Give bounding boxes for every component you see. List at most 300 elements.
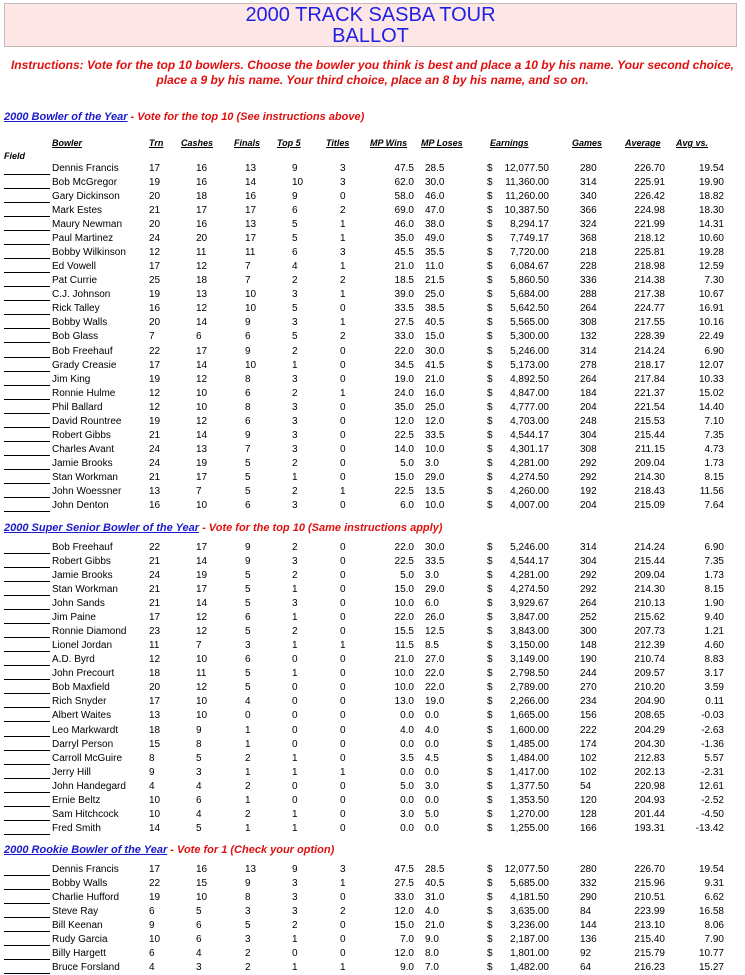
vote-blank[interactable] [4, 216, 50, 217]
games: 288 [580, 289, 597, 301]
titles: 3 [340, 177, 346, 189]
top5: 3 [292, 598, 298, 610]
earnings-currency: $ [487, 443, 493, 455]
bowler-name: Grady Creasie [52, 359, 117, 371]
cashes: 11 [196, 668, 207, 680]
table-row [0, 780, 745, 794]
earnings-currency: $ [487, 429, 493, 441]
column-header-titles: Titles [326, 138, 350, 148]
vote-blank[interactable] [4, 889, 50, 890]
top5: 0 [292, 948, 298, 960]
bowler-name: Ronnie Hulme [52, 387, 116, 399]
earnings-value: 7,749.17 [510, 233, 549, 245]
top5: 1 [292, 471, 298, 483]
finals: 11 [245, 247, 256, 259]
bowler-name: Paul Martinez [52, 233, 114, 245]
games: 304 [580, 556, 597, 568]
bowler-name: Charlie Hufford [52, 892, 120, 904]
mp-wins: 33.0 [394, 331, 414, 343]
mp-loses: 5.0 [425, 808, 439, 820]
average: 215.44 [634, 429, 665, 441]
cashes: 19 [196, 457, 208, 469]
vote-blank[interactable] [4, 314, 50, 315]
vote-blank[interactable] [4, 693, 50, 694]
titles: 1 [340, 387, 346, 399]
top5: 1 [292, 808, 298, 820]
average: 215.44 [634, 556, 665, 568]
avg-vs-field: -1.36 [701, 738, 724, 750]
avg-vs-field: 4.60 [704, 640, 724, 652]
bowler-name: Lionel Jordan [52, 640, 113, 652]
vote-blank[interactable] [4, 736, 50, 737]
trn: 19 [149, 177, 161, 189]
trn: 23 [149, 626, 161, 638]
bowler-name: Steve Ray [52, 906, 99, 918]
earnings-value: 11,260.00 [505, 191, 549, 203]
earnings-value: 1,801.00 [510, 948, 549, 960]
vote-blank[interactable] [4, 945, 50, 946]
table-row [0, 752, 745, 766]
earnings-currency: $ [487, 906, 493, 918]
top5: 3 [292, 499, 298, 511]
titles: 0 [340, 822, 346, 834]
mp-loses: 0.0 [425, 794, 439, 806]
vote-blank[interactable] [4, 357, 50, 358]
bowler-name: John Woessner [52, 485, 122, 497]
mp-loses: 21.5 [425, 275, 445, 287]
cashes: 5 [196, 822, 202, 834]
games: 252 [580, 612, 597, 624]
cashes: 10 [196, 696, 208, 708]
trn: 24 [149, 233, 161, 245]
mp-wins: 22.5 [394, 485, 414, 497]
titles: 0 [340, 724, 346, 736]
table-row [0, 905, 745, 919]
mp-wins: 15.0 [394, 471, 414, 483]
top5: 0 [292, 780, 298, 792]
games: 218 [580, 247, 597, 259]
mp-wins: 3.0 [400, 808, 414, 820]
vote-blank[interactable] [4, 244, 50, 245]
vote-blank[interactable] [4, 581, 50, 582]
average: 201.44 [634, 808, 665, 820]
earnings-currency: $ [487, 640, 493, 652]
top5: 10 [292, 177, 304, 189]
finals: 8 [245, 401, 251, 413]
earnings-currency: $ [487, 177, 493, 189]
vote-blank[interactable] [4, 174, 50, 175]
avg-vs-field: 6.62 [704, 892, 724, 904]
mp-wins: 22.0 [394, 542, 414, 553]
trn: 17 [149, 163, 161, 174]
mp-loses: 38.0 [425, 219, 445, 231]
bowler-name: Rich Snyder [52, 696, 107, 708]
titles: 0 [340, 584, 346, 596]
earnings-currency: $ [487, 219, 493, 231]
bowler-name: Bob McGregor [52, 177, 118, 189]
table-row [0, 330, 745, 344]
mp-loses: 33.5 [425, 429, 445, 441]
earnings-value: 3,635.00 [510, 906, 549, 918]
table-row [0, 162, 745, 176]
earnings-value: 3,149.00 [510, 654, 549, 666]
mp-loses: 33.5 [425, 556, 445, 568]
vote-blank[interactable] [4, 188, 50, 189]
vote-blank[interactable] [4, 637, 50, 638]
trn: 20 [149, 219, 161, 231]
column-header-finals: Finals [234, 138, 261, 148]
trn: 14 [149, 822, 161, 834]
vote-blank[interactable] [4, 778, 50, 779]
top5: 2 [292, 457, 298, 469]
cashes: 4 [196, 780, 202, 792]
average: 209.57 [634, 668, 665, 680]
trn: 20 [149, 191, 161, 203]
titles: 0 [340, 696, 346, 708]
vote-blank[interactable] [4, 272, 50, 273]
average: 223.99 [634, 906, 665, 918]
games: 54 [580, 780, 592, 792]
trn: 21 [149, 429, 161, 441]
earnings-currency: $ [487, 934, 493, 946]
average: 212.83 [634, 752, 665, 764]
trn: 4 [149, 780, 155, 792]
average: 215.62 [634, 612, 665, 624]
vote-blank[interactable] [4, 806, 50, 807]
mp-wins: 3.5 [400, 752, 414, 764]
section-title[interactable]: 2000 Bowler of the Year [4, 111, 128, 123]
titles: 0 [340, 499, 346, 511]
table-row [0, 639, 745, 653]
top5: 1 [292, 822, 298, 834]
earnings-currency: $ [487, 191, 493, 203]
mp-wins: 4.0 [400, 724, 414, 736]
vote-blank[interactable] [4, 371, 50, 372]
table-row [0, 457, 745, 471]
games: 324 [580, 219, 597, 231]
vote-blank[interactable] [4, 427, 50, 428]
vote-blank[interactable] [4, 230, 50, 231]
vote-blank[interactable] [4, 707, 50, 708]
bowler-name: Ed Vowell [52, 261, 96, 273]
finals: 1 [245, 794, 251, 806]
finals: 9 [245, 542, 251, 553]
earnings-currency: $ [487, 598, 493, 610]
cashes: 9 [196, 724, 202, 736]
earnings-currency: $ [487, 261, 493, 273]
mp-wins: 15.0 [394, 920, 414, 932]
finals: 10 [245, 359, 257, 371]
vote-blank[interactable] [4, 764, 50, 765]
earnings-currency: $ [487, 205, 493, 217]
bowler-name: Rick Talley [52, 303, 100, 315]
average: 218.17 [634, 359, 665, 371]
average: 208.65 [634, 710, 665, 722]
mp-loses: 22.0 [425, 668, 445, 680]
top5: 3 [292, 556, 298, 568]
earnings-value: 2,266.00 [510, 696, 549, 708]
finals: 9 [245, 429, 251, 441]
cashes: 20 [196, 233, 208, 245]
vote-blank[interactable] [4, 286, 50, 287]
average: 210.51 [634, 892, 665, 904]
vote-blank[interactable] [4, 328, 50, 329]
games: 192 [580, 485, 597, 497]
cashes: 16 [196, 163, 208, 174]
mp-wins: 0.0 [400, 822, 414, 834]
bowler-name: Mark Estes [52, 205, 103, 217]
average: 217.55 [634, 317, 665, 329]
vote-blank[interactable] [4, 679, 50, 680]
earnings-currency: $ [487, 766, 493, 778]
avg-vs-field: 7.35 [704, 556, 724, 568]
mp-wins: 13.0 [394, 696, 414, 708]
titles: 0 [340, 948, 346, 960]
cashes: 16 [196, 864, 208, 875]
vote-blank[interactable] [4, 820, 50, 821]
top5: 0 [292, 724, 298, 736]
top5: 0 [292, 654, 298, 666]
vote-blank[interactable] [4, 595, 50, 596]
trn: 19 [149, 892, 161, 904]
top5: 5 [292, 233, 298, 245]
earnings-currency: $ [487, 303, 493, 315]
finals: 5 [245, 570, 251, 582]
titles: 1 [340, 317, 346, 329]
vote-blank[interactable] [4, 483, 50, 484]
top5: 2 [292, 920, 298, 932]
games: 92 [580, 948, 592, 960]
trn: 21 [149, 205, 161, 217]
cashes: 18 [196, 275, 208, 287]
finals: 1 [245, 738, 251, 750]
games: 102 [580, 752, 597, 764]
earnings-currency: $ [487, 275, 493, 287]
section-heading [4, 520, 442, 536]
table-row [0, 794, 745, 808]
top5: 3 [292, 892, 298, 904]
mp-loses: 21.0 [425, 920, 445, 932]
vote-blank[interactable] [4, 973, 50, 974]
earnings-currency: $ [487, 570, 493, 582]
games: 264 [580, 373, 597, 385]
average: 215.53 [634, 415, 665, 427]
bowler-name: Billy Hargett [52, 948, 106, 960]
vote-blank[interactable] [4, 834, 50, 835]
vote-blank[interactable] [4, 497, 50, 498]
mp-loses: 12.0 [425, 415, 445, 427]
mp-wins: 47.5 [394, 864, 414, 875]
titles: 0 [340, 654, 346, 666]
games: 308 [580, 317, 597, 329]
finals: 6 [245, 415, 251, 427]
cashes: 12 [196, 415, 208, 427]
bowler-name: C.J. Johnson [52, 289, 111, 301]
avg-vs-field: 1.73 [704, 570, 724, 582]
section-title[interactable]: 2000 Rookie Bowler of the Year [4, 844, 168, 856]
vote-blank[interactable] [4, 342, 50, 343]
vote-blank[interactable] [4, 609, 50, 610]
average: 226.70 [634, 864, 665, 875]
vote-blank[interactable] [4, 300, 50, 301]
table-row [0, 597, 745, 611]
avg-vs-field: -4.50 [701, 808, 724, 820]
table-row [0, 429, 745, 443]
avg-vs-field: 15.02 [698, 387, 724, 399]
titles: 0 [340, 780, 346, 792]
trn: 7 [149, 331, 155, 343]
vote-blank[interactable] [4, 931, 50, 932]
vote-blank[interactable] [4, 441, 50, 442]
bowler-name: Carroll McGuire [52, 752, 123, 764]
average: 228.39 [634, 331, 665, 343]
finals: 6 [245, 612, 251, 624]
vote-blank[interactable] [4, 567, 50, 568]
earnings-value: 5,860.50 [510, 275, 549, 287]
vote-blank[interactable] [4, 721, 50, 722]
average: 210.13 [634, 598, 665, 610]
bowler-name: Robert Gibbs [52, 429, 111, 441]
titles: 1 [340, 289, 346, 301]
earnings-currency: $ [487, 415, 493, 427]
mp-wins: 10.0 [394, 598, 414, 610]
finals: 2 [245, 948, 251, 960]
table-row [0, 947, 745, 961]
finals: 17 [245, 233, 257, 245]
average: 218.98 [634, 261, 665, 273]
titles: 1 [340, 219, 346, 231]
games: 136 [580, 934, 597, 946]
vote-blank[interactable] [4, 385, 50, 386]
games: 332 [580, 878, 597, 890]
table-row [0, 695, 745, 709]
earnings-value: 4,274.50 [510, 584, 549, 596]
vote-blank[interactable] [4, 258, 50, 259]
earnings-value: 11,360.00 [505, 177, 549, 189]
table-row [0, 204, 745, 218]
vote-blank[interactable] [4, 917, 50, 918]
bowler-name: Sam Hitchcock [52, 808, 119, 820]
top5: 2 [292, 345, 298, 357]
vote-blank[interactable] [4, 511, 50, 512]
average: 204.93 [634, 794, 665, 806]
earnings-value: 1,665.00 [510, 710, 549, 722]
vote-blank[interactable] [4, 959, 50, 960]
trn: 22 [149, 345, 161, 357]
vote-blank[interactable] [4, 469, 50, 470]
top5: 3 [292, 317, 298, 329]
mp-loses: 6.0 [425, 598, 439, 610]
cashes: 12 [196, 303, 208, 315]
average: 224.77 [634, 303, 665, 315]
games: 292 [580, 471, 597, 483]
games: 184 [580, 387, 597, 399]
cashes: 12 [196, 612, 208, 624]
mp-wins: 14.0 [394, 443, 414, 455]
bowler-name: Jim Paine [52, 612, 96, 624]
cashes: 17 [196, 205, 208, 217]
cashes: 13 [196, 289, 208, 301]
vote-blank[interactable] [4, 202, 50, 203]
trn: 10 [149, 808, 161, 820]
mp-loses: 28.5 [425, 163, 445, 174]
titles: 0 [340, 345, 346, 357]
ballot-title [4, 3, 737, 47]
games: 314 [580, 345, 597, 357]
games: 204 [580, 401, 597, 413]
earnings-currency: $ [487, 401, 493, 413]
finals: 8 [245, 373, 251, 385]
cashes: 10 [196, 387, 208, 399]
mp-loses: 11.0 [425, 261, 444, 273]
average: 204.30 [634, 738, 665, 750]
mp-wins: 10.0 [394, 668, 414, 680]
games: 292 [580, 457, 597, 469]
earnings-value: 3,843.00 [510, 626, 549, 638]
bowler-name: Pat Currie [52, 275, 98, 287]
earnings-currency: $ [487, 485, 493, 497]
earnings-currency: $ [487, 892, 493, 904]
finals: 14 [245, 177, 257, 189]
average: 214.38 [634, 275, 665, 287]
bowler-name: Stan Workman [52, 584, 118, 596]
vote-blank[interactable] [4, 623, 50, 624]
vote-blank[interactable] [4, 792, 50, 793]
earnings-currency: $ [487, 471, 493, 483]
avg-vs-field: 12.59 [698, 261, 724, 273]
finals: 10 [245, 303, 257, 315]
bowler-name: Fred Smith [52, 822, 101, 834]
column-header-trn: Trn [149, 138, 164, 148]
table-row [0, 891, 745, 905]
avg-vs-field: 10.67 [698, 289, 724, 301]
titles: 0 [340, 359, 346, 371]
vote-blank[interactable] [4, 903, 50, 904]
vote-blank[interactable] [4, 413, 50, 414]
titles: 3 [340, 864, 346, 875]
games: 174 [580, 738, 597, 750]
average: 225.91 [634, 177, 665, 189]
vote-blank[interactable] [4, 875, 50, 876]
vote-blank[interactable] [4, 665, 50, 666]
table-row [0, 724, 745, 738]
earnings-value: 3,929.67 [510, 598, 549, 610]
cashes: 10 [196, 892, 208, 904]
table-row [0, 246, 745, 260]
avg-vs-field: 14.40 [698, 401, 724, 413]
vote-blank[interactable] [4, 750, 50, 751]
top5: 3 [292, 415, 298, 427]
table-row [0, 485, 745, 499]
earnings-value: 1,600.00 [510, 724, 549, 736]
top5: 5 [292, 331, 298, 343]
vote-blank[interactable] [4, 651, 50, 652]
vote-blank[interactable] [4, 399, 50, 400]
cashes: 5 [196, 752, 202, 764]
finals: 6 [245, 499, 251, 511]
vote-blank[interactable] [4, 553, 50, 554]
average: 210.74 [634, 654, 665, 666]
games: 228 [580, 261, 597, 273]
mp-loses: 41.5 [425, 359, 445, 371]
column-header-average: Average [625, 138, 661, 148]
bowler-name: Jim King [52, 373, 91, 385]
vote-blank[interactable] [4, 455, 50, 456]
section-title[interactable]: 2000 Super Senior Bowler of the Year [4, 522, 200, 534]
mp-wins: 15.0 [394, 584, 414, 596]
bowler-name: Ernie Beltz [52, 794, 101, 806]
table-row [0, 302, 745, 316]
